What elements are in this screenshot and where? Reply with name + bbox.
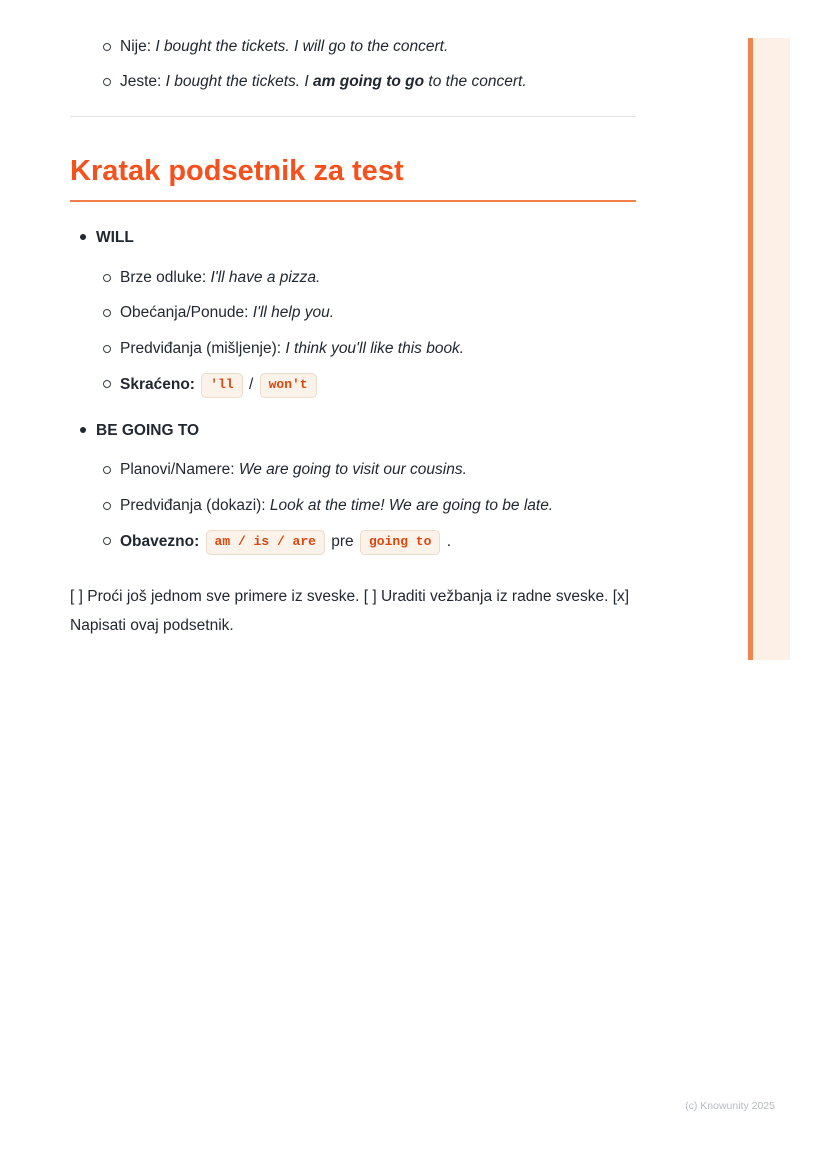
- list-item: [96, 338, 636, 360]
- code-chip: am / is / are: [206, 530, 325, 555]
- item-label: Brze odluke:: [120, 268, 211, 286]
- item-label: Obavezno:: [120, 533, 204, 551]
- note-content: [70, 36, 636, 641]
- circle-bullet-icon: [103, 345, 111, 353]
- section-title: Kratak podsetnik za test: [70, 153, 636, 202]
- circle-bullet-icon: [103, 274, 111, 282]
- circle-bullet-icon: [103, 502, 111, 510]
- list-item: [96, 302, 636, 324]
- item-label: Planovi/Namere:: [120, 461, 239, 479]
- bullet-icon: [80, 427, 86, 433]
- item-label: Jeste:: [120, 73, 166, 91]
- group-heading-be-going-to: BE GOING TO: [96, 421, 200, 439]
- item-example: I'll have a pizza.: [210, 268, 321, 286]
- list-item-mandatory: [96, 530, 636, 555]
- list-item-will: [70, 227, 636, 398]
- list-item: [96, 267, 636, 289]
- item-label: Skraćeno:: [120, 376, 200, 394]
- connector-text: pre: [326, 533, 358, 551]
- scroll-indicator-bar: [748, 38, 753, 660]
- circle-bullet-icon: [103, 309, 111, 317]
- example-pre: I bought the tickets. I: [165, 73, 314, 91]
- list-item: [96, 495, 636, 517]
- intro-list: [70, 36, 636, 94]
- item-example: Look at the time! We are going to be late.: [269, 496, 554, 514]
- item-example: We are going to visit our cousins.: [238, 461, 467, 479]
- list-item-jeste: [70, 71, 636, 93]
- list-item-be-going-to: [70, 420, 636, 555]
- item-example: I'll help you.: [252, 304, 335, 322]
- code-chip: 'll: [201, 373, 242, 398]
- item-label: Nije:: [120, 38, 156, 55]
- circle-bullet-icon: [103, 537, 111, 545]
- separator-text: /: [244, 376, 258, 394]
- summary-list: [70, 227, 636, 555]
- item-label: Predviđanja (mišljenje):: [120, 339, 286, 357]
- example-post: to the concert.: [424, 73, 527, 91]
- section-divider: [70, 116, 636, 117]
- checklist-text: [ ] Proći još jednom sve primere iz sveske. [ ] Uraditi vežbanja iz radne sveske. [x] Napisati ovaj podsetnik.: [70, 588, 630, 634]
- circle-bullet-icon: [103, 43, 111, 51]
- code-chip: won't: [260, 373, 317, 398]
- item-example: I think you'll like this book.: [285, 339, 465, 357]
- scroll-indicator-track: [748, 38, 790, 660]
- code-chip: going to: [360, 530, 440, 555]
- bullet-icon: [80, 234, 86, 240]
- example-bold: am going to go: [313, 73, 425, 91]
- copyright-text: (c) Knowunity 2025: [685, 1100, 775, 1112]
- item-example: I bought the tickets. I will go to the concert.: [155, 38, 449, 55]
- circle-bullet-icon: [103, 380, 111, 388]
- circle-bullet-icon: [103, 466, 111, 474]
- end-text: .: [442, 533, 452, 551]
- item-example: [166, 73, 527, 90]
- will-sublist: [96, 267, 636, 398]
- list-item: [96, 459, 636, 481]
- item-label: Obećanja/Ponude:: [120, 304, 253, 322]
- list-item-nije: [70, 36, 636, 58]
- circle-bullet-icon: [103, 78, 111, 86]
- item-label: Predviđanja (dokazi):: [120, 496, 270, 514]
- be-going-to-sublist: [96, 459, 636, 555]
- group-heading-will: WILL: [96, 229, 134, 247]
- list-item-shortened: [96, 373, 636, 398]
